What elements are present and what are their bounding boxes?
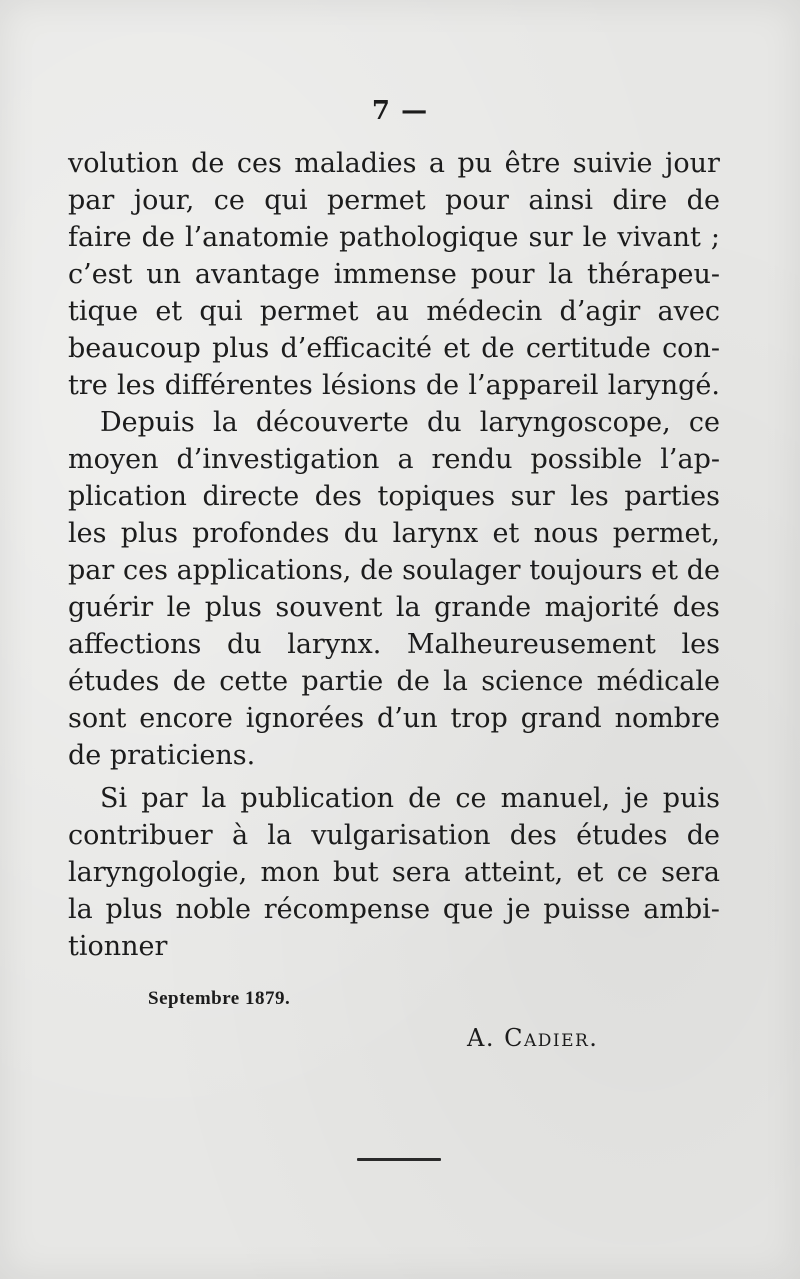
word: je <box>624 783 649 814</box>
text-line <box>68 780 720 817</box>
word: l’ap- <box>660 444 720 475</box>
word: récompense <box>263 894 431 925</box>
word: plus <box>204 592 262 623</box>
word: laryngoscope, <box>479 407 671 438</box>
word: plus <box>212 333 270 364</box>
text-line <box>68 854 720 891</box>
text-line-content: tionner <box>68 931 168 962</box>
text-line <box>68 367 720 404</box>
word: manuel, <box>500 783 611 814</box>
word: grand <box>520 703 602 734</box>
text-line <box>68 478 720 515</box>
word: possible <box>530 444 643 475</box>
word: l’anatomie <box>184 222 330 253</box>
word: ces <box>236 148 282 179</box>
word: applications, <box>176 555 352 586</box>
word: que <box>442 894 494 925</box>
word: maladies <box>294 148 417 179</box>
word: ce <box>213 185 245 216</box>
word: dire <box>612 185 668 216</box>
word: d’investigation <box>176 444 380 475</box>
text-line <box>68 589 720 626</box>
word: guérir <box>68 592 154 623</box>
word: au <box>375 296 410 327</box>
word: et <box>576 857 604 888</box>
word: sur <box>528 222 573 253</box>
word: ainsi <box>528 185 593 216</box>
word: laryngologie, <box>68 857 248 888</box>
word: c’est <box>68 259 133 290</box>
word: sera <box>661 857 720 888</box>
word: la <box>267 820 293 851</box>
word: la <box>68 894 93 925</box>
word: de <box>360 555 394 586</box>
word: encore <box>139 703 233 734</box>
text-line <box>68 817 720 854</box>
word: a <box>397 444 414 475</box>
text-line <box>68 626 720 663</box>
text-line <box>68 330 720 367</box>
text-line <box>68 182 720 219</box>
word: sera <box>391 857 451 888</box>
word: les <box>117 370 156 401</box>
word: de <box>191 148 225 179</box>
word: immense <box>333 259 457 290</box>
word: certitude <box>525 333 651 364</box>
word: puis <box>662 783 720 814</box>
word: les <box>68 518 107 549</box>
word: Malheureusement <box>406 629 656 660</box>
closing-rule <box>357 1158 441 1161</box>
word: de <box>408 783 442 814</box>
word: atteint, <box>464 857 564 888</box>
word: plication <box>68 481 187 512</box>
word: nous <box>533 518 599 549</box>
word: les <box>570 481 609 512</box>
word: différentes <box>164 370 313 401</box>
page-number: 7 — <box>371 96 429 126</box>
word: par <box>68 185 115 216</box>
word: faire <box>68 222 132 253</box>
word: et <box>155 296 183 327</box>
word: a <box>428 148 446 179</box>
word: ce <box>688 407 720 438</box>
word: qui <box>264 185 308 216</box>
word: nombre <box>614 703 720 734</box>
text-line <box>68 145 720 182</box>
word: directe <box>202 481 300 512</box>
word: du <box>226 629 262 660</box>
word: études <box>576 820 668 851</box>
word: de <box>481 333 515 364</box>
word: la <box>201 783 227 814</box>
word: pour <box>470 259 535 290</box>
word: la <box>443 666 468 697</box>
word: le <box>166 592 192 623</box>
word: du <box>343 518 379 549</box>
word: science <box>481 666 584 697</box>
word: ; <box>710 222 720 253</box>
word: thérapeu- <box>587 259 720 290</box>
word: de <box>141 222 175 253</box>
word: études <box>68 666 160 697</box>
word: affections <box>68 629 202 660</box>
word: rendu <box>431 444 513 475</box>
word: beaucoup <box>68 333 201 364</box>
paragraph-3 <box>68 780 720 965</box>
word: de <box>172 666 206 697</box>
word: par <box>68 555 115 586</box>
word: tique <box>68 296 139 327</box>
word: la <box>548 259 574 290</box>
text-line <box>68 552 720 589</box>
word: ce <box>455 783 487 814</box>
word: publication <box>240 783 394 814</box>
word: pathologique <box>339 222 519 253</box>
date-line: Septembre 1879. <box>148 988 291 1009</box>
word: noble <box>175 894 251 925</box>
word: un <box>146 259 182 290</box>
word: d’agir <box>559 296 641 327</box>
word: la <box>395 592 421 623</box>
text-line <box>68 737 720 774</box>
word: de <box>686 820 720 851</box>
word: de <box>686 555 720 586</box>
text-line <box>68 293 720 330</box>
word: vivant <box>617 222 701 253</box>
author-signature: A. Cadier. <box>467 1024 599 1052</box>
word: moyen <box>68 444 159 475</box>
word: profondes <box>192 518 330 549</box>
text-line <box>68 219 720 256</box>
word: pu <box>457 148 493 179</box>
word: et <box>651 555 679 586</box>
word: et <box>492 518 520 549</box>
word: ignorées <box>245 703 365 734</box>
word: ces <box>123 555 168 586</box>
word: sont <box>68 703 127 734</box>
paragraph-2 <box>68 404 720 774</box>
word: soulager <box>402 555 521 586</box>
word: de <box>396 666 430 697</box>
word: ambi- <box>643 894 720 925</box>
word: et <box>443 333 471 364</box>
word: tre <box>68 370 108 401</box>
word: puisse <box>543 894 631 925</box>
word: souvent <box>275 592 383 623</box>
word: avantage <box>194 259 320 290</box>
word: de <box>425 370 460 401</box>
word: des <box>672 592 720 623</box>
text-line <box>68 891 720 928</box>
word: médicale <box>596 666 720 697</box>
word: parties <box>624 481 720 512</box>
text-line <box>68 928 720 965</box>
word: lésions <box>322 370 417 401</box>
word: Depuis <box>100 407 195 438</box>
word: des <box>314 481 362 512</box>
word: par <box>141 783 188 814</box>
word: laryngé. <box>607 370 720 401</box>
word: volution <box>68 148 179 179</box>
word: jour, <box>133 185 195 216</box>
text-line <box>68 404 720 441</box>
word: larynx <box>392 518 479 549</box>
word: les <box>681 629 720 660</box>
word: des <box>509 820 557 851</box>
word: larynx. <box>287 629 382 660</box>
word: trop <box>450 703 508 734</box>
word: plus <box>120 518 178 549</box>
word: permet <box>259 296 359 327</box>
word: découverte <box>255 407 409 438</box>
word: qui <box>199 296 243 327</box>
word: d’un <box>376 703 438 734</box>
word: majorité <box>544 592 660 623</box>
word: plus <box>105 894 163 925</box>
body-text <box>68 145 720 965</box>
word: toujours <box>529 555 643 586</box>
word: sur <box>510 481 555 512</box>
word: con- <box>662 333 720 364</box>
word: d’efficacité <box>280 333 432 364</box>
word: cette <box>219 666 289 697</box>
text-line <box>68 256 720 293</box>
word: avec <box>657 296 720 327</box>
word: permet <box>327 185 426 216</box>
word: suivie <box>572 148 653 179</box>
word: grande <box>434 592 532 623</box>
word: être <box>504 148 561 179</box>
word: à <box>231 820 249 851</box>
word: mon <box>260 857 320 888</box>
word: le <box>582 222 608 253</box>
word: pour <box>445 185 509 216</box>
word: de <box>686 185 720 216</box>
text-line <box>68 663 720 700</box>
text-line <box>68 700 720 737</box>
word: je <box>506 894 531 925</box>
word: Si <box>100 783 128 814</box>
word: du <box>426 407 462 438</box>
word: la <box>212 407 238 438</box>
word: partie <box>301 666 384 697</box>
word: topiques <box>377 481 496 512</box>
word: l’appareil <box>468 370 599 401</box>
paragraph-1 <box>68 145 720 404</box>
word: vulgarisation <box>311 820 491 851</box>
word: ce <box>616 857 648 888</box>
word: permet, <box>612 518 720 549</box>
text-line <box>68 441 720 478</box>
word: but <box>333 857 379 888</box>
word: jour <box>664 148 720 179</box>
text-line <box>68 515 720 552</box>
word: contribuer <box>68 820 213 851</box>
text-line-content: de praticiens. <box>68 740 256 771</box>
word: médecin <box>426 296 543 327</box>
